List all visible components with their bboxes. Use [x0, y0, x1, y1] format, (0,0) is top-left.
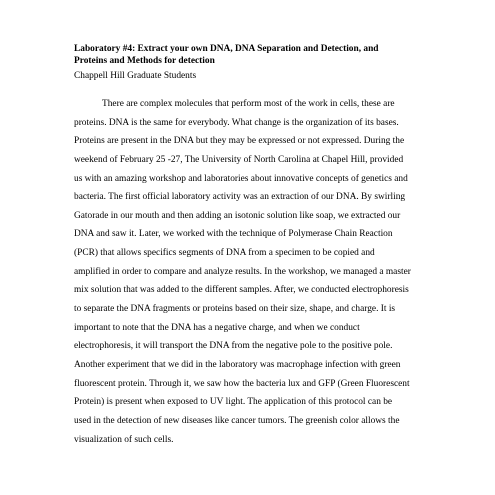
- body-line: us with an amazing workshop and laboratories about innovative concepts of genetics and: [74, 173, 408, 184]
- title-line-1: Laboratory #4: Extract your own DNA, DNA Separation and Detection, and: [74, 44, 379, 54]
- body-line: amplified in order to compare and analyze results. In the workshop, we managed a master: [74, 266, 411, 277]
- body-line: weekend of February 25 -27, The University of North Carolina at Chapel Hill, provided: [74, 154, 404, 165]
- document-title: [74, 43, 434, 67]
- body-line: proteins. DNA is the same for everybody. What change is the organization of its bases.: [74, 117, 399, 128]
- body-line: Proteins are present in the DNA but they may be expressed or not expressed. During the: [74, 136, 405, 147]
- body-line: fluorescent protein. Through it, we saw how the bacteria lux and GFP (Green Fluorescent: [74, 378, 410, 389]
- body-line: Gatorade in our mouth and then adding an isotonic solution like soap, we extracted our: [74, 210, 401, 221]
- body-line: (PCR) that allows specifics segments of DNA from a specimen to be copied and: [74, 248, 375, 259]
- body-line: visualization of such cells.: [74, 434, 174, 445]
- body-line: electrophoresis, it will transport the DNA from the negative pole to the positive pole.: [74, 341, 393, 352]
- body-paragraph: [74, 95, 422, 449]
- body-line: Another experiment that we did in the laboratory was macrophage infection with green: [74, 359, 401, 370]
- title-line-2: Proteins and Methods for detection: [74, 56, 215, 66]
- body-line: mix solution that was added to the different samples. After, we conducted electrophoresis: [74, 285, 409, 296]
- body-line: Protein) is present when exposed to UV light. The application of this protocol can be: [74, 397, 393, 408]
- body-line: to separate the DNA fragments or proteins based on their size, shape, and charge. It is: [74, 304, 396, 315]
- body-line: used in the detection of new diseases like cancer tumors. The greenish color allows the: [74, 415, 400, 426]
- body-line: There are complex molecules that perform most of the work in cells, these are: [102, 99, 395, 109]
- body-line: important to note that the DNA has a negative charge, and when we conduct: [74, 322, 360, 333]
- body-line: bacteria. The first official laboratory activity was an extraction of our DNA. By swirling: [74, 192, 406, 203]
- body-line: DNA and saw it. Later, we worked with the technique of Polymerase Chain Reaction: [74, 229, 393, 240]
- author-line: Chappell Hill Graduate Students: [74, 71, 197, 81]
